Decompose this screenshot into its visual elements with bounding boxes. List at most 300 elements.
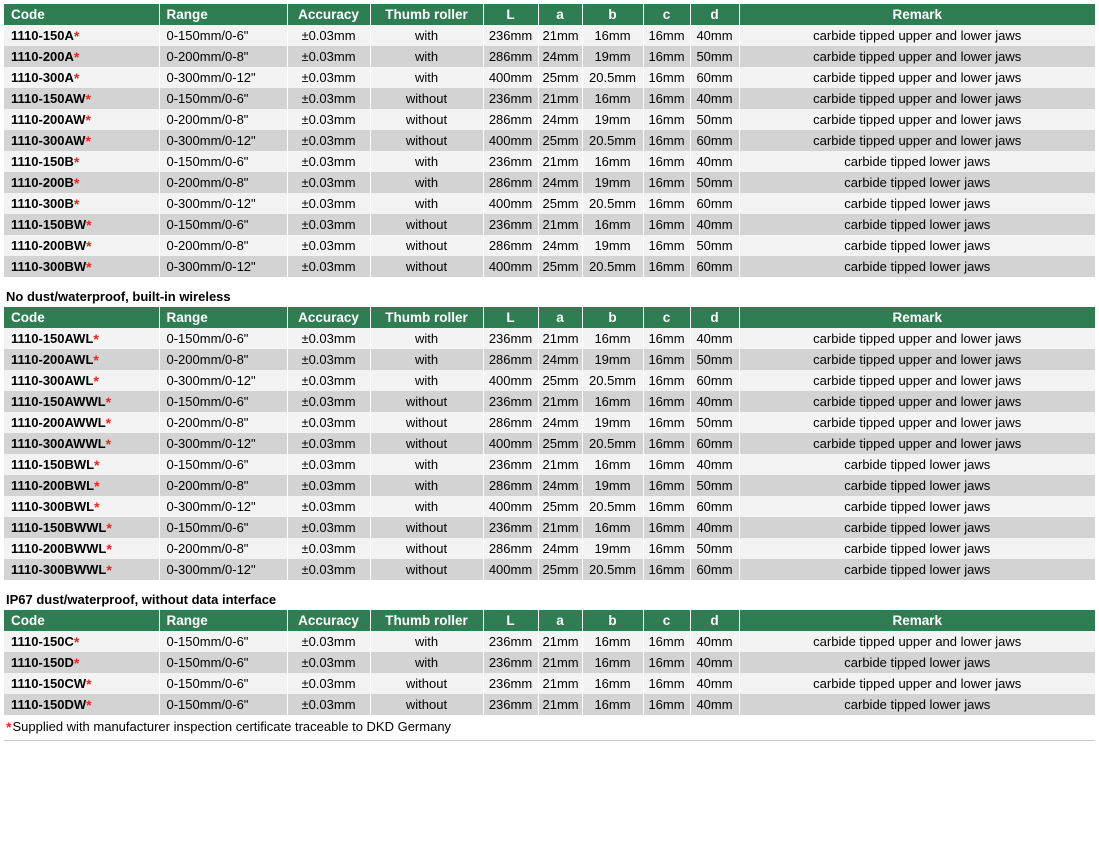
cell-d: 40mm [690, 328, 739, 349]
cell-b: 16mm [582, 88, 643, 109]
code-text: 1110-150AWWL [11, 394, 106, 409]
cell-c: 16mm [643, 559, 690, 580]
cell-accuracy: ±0.03mm [287, 235, 370, 256]
cell-a: 21mm [538, 517, 582, 538]
asterisk-icon: * [73, 154, 80, 170]
cell-code [4, 214, 159, 235]
cell-a: 21mm [538, 88, 582, 109]
cell-b: 16mm [582, 454, 643, 475]
cell-range: 0-200mm/0-8" [159, 172, 287, 193]
cell-remark: carbide tipped lower jaws [739, 517, 1095, 538]
asterisk-icon: * [73, 70, 80, 86]
code-text: 1110-150B [11, 154, 74, 169]
cell-L: 286mm [483, 412, 538, 433]
cell-accuracy: ±0.03mm [287, 25, 370, 46]
cell-accuracy: ±0.03mm [287, 172, 370, 193]
cell-c: 16mm [643, 538, 690, 559]
column-header-thumb: Thumb roller [370, 307, 483, 328]
column-header-d: d [690, 4, 739, 25]
table-row [4, 412, 1095, 433]
code-text: 1110-150D [11, 655, 74, 670]
table-header-row [4, 610, 1095, 631]
cell-d: 50mm [690, 412, 739, 433]
column-header-accuracy: Accuracy [287, 307, 370, 328]
cell-b: 20.5mm [582, 130, 643, 151]
cell-accuracy: ±0.03mm [287, 412, 370, 433]
cell-d: 40mm [690, 631, 739, 652]
cell-d: 40mm [690, 517, 739, 538]
cell-code [4, 496, 159, 517]
cell-a: 24mm [538, 235, 582, 256]
cell-accuracy: ±0.03mm [287, 151, 370, 172]
cell-d: 50mm [690, 349, 739, 370]
cell-thumb: with [370, 46, 483, 67]
cell-range: 0-150mm/0-6" [159, 631, 287, 652]
cell-a: 25mm [538, 130, 582, 151]
cell-d: 50mm [690, 538, 739, 559]
cell-d: 40mm [690, 454, 739, 475]
cell-code [4, 151, 159, 172]
cell-code [4, 631, 159, 652]
cell-L: 400mm [483, 559, 538, 580]
column-header-c: c [643, 307, 690, 328]
code-text: 1110-200AWWL [11, 415, 106, 430]
cell-b: 16mm [582, 391, 643, 412]
table-row [4, 256, 1095, 277]
cell-remark: carbide tipped upper and lower jaws [739, 673, 1095, 694]
code-text: 1110-300AWL [11, 373, 94, 388]
cell-code [4, 391, 159, 412]
cell-c: 16mm [643, 193, 690, 214]
cell-b: 16mm [582, 652, 643, 673]
cell-accuracy: ±0.03mm [287, 673, 370, 694]
cell-d: 50mm [690, 109, 739, 130]
cell-code [4, 67, 159, 88]
cell-d: 40mm [690, 88, 739, 109]
cell-accuracy: ±0.03mm [287, 130, 370, 151]
column-header-range: Range [159, 610, 287, 631]
cell-c: 16mm [643, 391, 690, 412]
table-row [4, 538, 1095, 559]
asterisk-icon: * [105, 415, 112, 431]
table-row [4, 88, 1095, 109]
cell-range: 0-150mm/0-6" [159, 673, 287, 694]
cell-range: 0-150mm/0-6" [159, 517, 287, 538]
asterisk-icon: * [86, 259, 92, 275]
column-header-code: Code [4, 307, 159, 328]
cell-b: 16mm [582, 214, 643, 235]
section-title: No dust/waterproof, built-in wireless [6, 289, 231, 304]
cell-range: 0-200mm/0-8" [159, 412, 287, 433]
table-row [4, 454, 1095, 475]
column-header-L: L [483, 4, 538, 25]
cell-L: 286mm [483, 172, 538, 193]
cell-L: 236mm [483, 391, 538, 412]
column-header-code: Code [4, 4, 159, 25]
asterisk-icon: * [86, 238, 92, 254]
cell-thumb: with [370, 652, 483, 673]
cell-code [4, 172, 159, 193]
cell-a: 24mm [538, 172, 582, 193]
cell-d: 40mm [690, 25, 739, 46]
cell-thumb: with [370, 328, 483, 349]
cell-thumb: without [370, 235, 483, 256]
cell-accuracy: ±0.03mm [287, 256, 370, 277]
cell-L: 236mm [483, 25, 538, 46]
cell-c: 16mm [643, 109, 690, 130]
cell-c: 16mm [643, 496, 690, 517]
table-row [4, 328, 1095, 349]
cell-a: 21mm [538, 652, 582, 673]
cell-remark: carbide tipped lower jaws [739, 193, 1095, 214]
cell-L: 236mm [483, 517, 538, 538]
code-text: 1110-150A [11, 28, 74, 43]
code-text: 1110-200A [11, 49, 74, 64]
cell-accuracy: ±0.03mm [287, 652, 370, 673]
cell-code [4, 652, 159, 673]
cell-L: 236mm [483, 151, 538, 172]
cell-range: 0-200mm/0-8" [159, 109, 287, 130]
section-title: IP67 dust/waterproof, without data interface [6, 592, 277, 607]
cell-a: 25mm [538, 193, 582, 214]
cell-code [4, 25, 159, 46]
cell-L: 236mm [483, 454, 538, 475]
asterisk-icon: * [106, 520, 112, 536]
cell-range: 0-150mm/0-6" [159, 151, 287, 172]
asterisk-icon: * [93, 331, 99, 347]
code-text: 1110-200BWL [11, 478, 95, 493]
footnote [4, 715, 1095, 735]
cell-thumb: with [370, 349, 483, 370]
table-row [4, 25, 1095, 46]
code-text: 1110-150C [11, 634, 74, 649]
table-row [4, 433, 1095, 454]
cell-accuracy: ±0.03mm [287, 67, 370, 88]
cell-thumb: without [370, 109, 483, 130]
column-header-remark: Remark [739, 610, 1095, 631]
cell-d: 40mm [690, 673, 739, 694]
cell-d: 50mm [690, 475, 739, 496]
cell-remark: carbide tipped upper and lower jaws [739, 328, 1095, 349]
cell-thumb: with [370, 370, 483, 391]
cell-a: 24mm [538, 412, 582, 433]
cell-thumb: without [370, 694, 483, 715]
cell-b: 20.5mm [582, 67, 643, 88]
cell-c: 16mm [643, 631, 690, 652]
cell-d: 60mm [690, 193, 739, 214]
cell-remark: carbide tipped upper and lower jaws [739, 433, 1095, 454]
cell-b: 16mm [582, 517, 643, 538]
cell-c: 16mm [643, 235, 690, 256]
cell-a: 25mm [538, 433, 582, 454]
cell-accuracy: ±0.03mm [287, 109, 370, 130]
column-header-c: c [643, 4, 690, 25]
table-row [4, 631, 1095, 652]
cell-thumb: without [370, 88, 483, 109]
code-text: 1110-300AWWL [11, 436, 106, 451]
cell-c: 16mm [643, 454, 690, 475]
asterisk-icon: * [105, 436, 112, 452]
table-row [4, 130, 1095, 151]
cell-L: 236mm [483, 694, 538, 715]
cell-L: 286mm [483, 475, 538, 496]
cell-a: 25mm [538, 496, 582, 517]
cell-d: 50mm [690, 235, 739, 256]
cell-accuracy: ±0.03mm [287, 454, 370, 475]
cell-b: 20.5mm [582, 559, 643, 580]
asterisk-icon: * [85, 91, 91, 107]
cell-remark: carbide tipped upper and lower jaws [739, 130, 1095, 151]
cell-range: 0-150mm/0-6" [159, 214, 287, 235]
cell-accuracy: ±0.03mm [287, 46, 370, 67]
cell-b: 20.5mm [582, 193, 643, 214]
tables-container [4, 4, 1095, 715]
cell-a: 21mm [538, 25, 582, 46]
cell-a: 21mm [538, 673, 582, 694]
cell-d: 50mm [690, 172, 739, 193]
cell-L: 400mm [483, 256, 538, 277]
cell-c: 16mm [643, 67, 690, 88]
column-header-d: d [690, 610, 739, 631]
cell-c: 16mm [643, 517, 690, 538]
cell-code [4, 256, 159, 277]
cell-remark: carbide tipped lower jaws [739, 214, 1095, 235]
cell-code [4, 46, 159, 67]
code-text: 1110-150BWWL [11, 520, 107, 535]
cell-code [4, 109, 159, 130]
table-row [4, 496, 1095, 517]
column-header-thumb: Thumb roller [370, 610, 483, 631]
cell-a: 21mm [538, 214, 582, 235]
column-header-thumb: Thumb roller [370, 4, 483, 25]
cell-d: 60mm [690, 559, 739, 580]
cell-range: 0-150mm/0-6" [159, 328, 287, 349]
cell-d: 50mm [690, 46, 739, 67]
cell-remark: carbide tipped upper and lower jaws [739, 25, 1095, 46]
cell-a: 24mm [538, 46, 582, 67]
code-text: 1110-150BW [11, 217, 87, 232]
code-text: 1110-300A [11, 70, 74, 85]
cell-d: 60mm [690, 256, 739, 277]
cell-b: 20.5mm [582, 496, 643, 517]
cell-remark: carbide tipped upper and lower jaws [739, 349, 1095, 370]
code-text: 1110-300B [11, 196, 74, 211]
cell-d: 40mm [690, 391, 739, 412]
cell-L: 286mm [483, 46, 538, 67]
code-text: 1110-200AWL [11, 352, 94, 367]
cell-b: 16mm [582, 25, 643, 46]
cell-thumb: with [370, 151, 483, 172]
cell-L: 400mm [483, 67, 538, 88]
column-header-c: c [643, 610, 690, 631]
column-header-b: b [582, 307, 643, 328]
cell-a: 25mm [538, 559, 582, 580]
table-row [4, 652, 1095, 673]
cell-c: 16mm [643, 370, 690, 391]
cell-range: 0-200mm/0-8" [159, 349, 287, 370]
cell-thumb: with [370, 475, 483, 496]
cell-L: 400mm [483, 496, 538, 517]
cell-a: 24mm [538, 109, 582, 130]
cell-accuracy: ±0.03mm [287, 391, 370, 412]
cell-thumb: with [370, 172, 483, 193]
column-header-b: b [582, 610, 643, 631]
asterisk-icon: * [86, 217, 92, 233]
cell-remark: carbide tipped lower jaws [739, 256, 1095, 277]
cell-L: 286mm [483, 349, 538, 370]
cell-remark: carbide tipped upper and lower jaws [739, 109, 1095, 130]
cell-code [4, 235, 159, 256]
table-row [4, 214, 1095, 235]
asterisk-icon: * [73, 196, 80, 212]
cell-accuracy: ±0.03mm [287, 214, 370, 235]
column-header-range: Range [159, 4, 287, 25]
code-text: 1110-200BWWL [11, 541, 107, 556]
cell-accuracy: ±0.03mm [287, 631, 370, 652]
cell-remark: carbide tipped upper and lower jaws [739, 370, 1095, 391]
cell-a: 21mm [538, 328, 582, 349]
cell-d: 60mm [690, 130, 739, 151]
cell-code [4, 349, 159, 370]
cell-thumb: with [370, 496, 483, 517]
cell-range: 0-200mm/0-8" [159, 475, 287, 496]
cell-b: 20.5mm [582, 256, 643, 277]
code-text: 1110-150AWL [11, 331, 94, 346]
table-header-row [4, 4, 1095, 25]
asterisk-icon: * [73, 49, 80, 65]
cell-range: 0-300mm/0-12" [159, 433, 287, 454]
cell-b: 16mm [582, 694, 643, 715]
cell-range: 0-300mm/0-12" [159, 193, 287, 214]
cell-range: 0-150mm/0-6" [159, 25, 287, 46]
footnote-text: Supplied with manufacturer inspection certificate traceable to DKD Germany [12, 719, 452, 734]
cell-L: 400mm [483, 193, 538, 214]
cell-thumb: without [370, 673, 483, 694]
cell-remark: carbide tipped lower jaws [739, 475, 1095, 496]
column-header-a: a [538, 307, 582, 328]
footer-divider [4, 740, 1095, 741]
column-header-code: Code [4, 610, 159, 631]
code-text: 1110-300BW [11, 259, 87, 274]
table-row [4, 109, 1095, 130]
code-text: 1110-150AW [11, 91, 86, 106]
cell-L: 236mm [483, 673, 538, 694]
cell-range: 0-200mm/0-8" [159, 538, 287, 559]
cell-code [4, 412, 159, 433]
column-header-accuracy: Accuracy [287, 610, 370, 631]
asterisk-icon: * [73, 634, 80, 650]
table-row [4, 475, 1095, 496]
column-header-accuracy: Accuracy [287, 4, 370, 25]
column-header-remark: Remark [739, 307, 1095, 328]
asterisk-icon: * [94, 478, 100, 494]
asterisk-icon: * [94, 499, 100, 515]
cell-accuracy: ±0.03mm [287, 694, 370, 715]
cell-code [4, 673, 159, 694]
cell-c: 16mm [643, 88, 690, 109]
cell-range: 0-150mm/0-6" [159, 88, 287, 109]
cell-thumb: without [370, 256, 483, 277]
cell-c: 16mm [643, 694, 690, 715]
cell-thumb: without [370, 538, 483, 559]
cell-code [4, 328, 159, 349]
code-text: 1110-300AW [11, 133, 86, 148]
cell-thumb: without [370, 130, 483, 151]
cell-L: 400mm [483, 433, 538, 454]
table-row [4, 349, 1095, 370]
code-text: 1110-200AW [11, 112, 86, 127]
table-row [4, 517, 1095, 538]
cell-b: 19mm [582, 109, 643, 130]
cell-d: 40mm [690, 652, 739, 673]
asterisk-icon: * [6, 719, 12, 735]
cell-c: 16mm [643, 172, 690, 193]
cell-accuracy: ±0.03mm [287, 538, 370, 559]
cell-b: 19mm [582, 235, 643, 256]
cell-accuracy: ±0.03mm [287, 433, 370, 454]
cell-range: 0-200mm/0-8" [159, 46, 287, 67]
cell-code [4, 517, 159, 538]
cell-remark: carbide tipped lower jaws [739, 559, 1095, 580]
cell-remark: carbide tipped upper and lower jaws [739, 88, 1095, 109]
cell-remark: carbide tipped lower jaws [739, 652, 1095, 673]
cell-range: 0-300mm/0-12" [159, 370, 287, 391]
cell-L: 236mm [483, 631, 538, 652]
cell-c: 16mm [643, 475, 690, 496]
cell-thumb: with [370, 454, 483, 475]
cell-d: 60mm [690, 433, 739, 454]
cell-remark: carbide tipped upper and lower jaws [739, 631, 1095, 652]
cell-range: 0-150mm/0-6" [159, 694, 287, 715]
cell-remark: carbide tipped upper and lower jaws [739, 46, 1095, 67]
cell-a: 24mm [538, 538, 582, 559]
table-row [4, 559, 1095, 580]
cell-code [4, 370, 159, 391]
asterisk-icon: * [105, 394, 112, 410]
asterisk-icon: * [85, 133, 91, 149]
cell-L: 236mm [483, 214, 538, 235]
cell-thumb: with [370, 193, 483, 214]
cell-remark: carbide tipped lower jaws [739, 454, 1095, 475]
cell-accuracy: ±0.03mm [287, 328, 370, 349]
table-row [4, 67, 1095, 88]
table-row [4, 46, 1095, 67]
cell-remark: carbide tipped upper and lower jaws [739, 67, 1095, 88]
cell-accuracy: ±0.03mm [287, 349, 370, 370]
code-text: 1110-150CW [11, 676, 87, 691]
table-row [4, 235, 1095, 256]
cell-L: 236mm [483, 328, 538, 349]
cell-range: 0-150mm/0-6" [159, 652, 287, 673]
cell-d: 60mm [690, 370, 739, 391]
cell-thumb: without [370, 214, 483, 235]
cell-L: 400mm [483, 370, 538, 391]
cell-c: 16mm [643, 328, 690, 349]
cell-accuracy: ±0.03mm [287, 475, 370, 496]
cell-code [4, 130, 159, 151]
cell-b: 16mm [582, 631, 643, 652]
cell-thumb: without [370, 433, 483, 454]
asterisk-icon: * [73, 175, 80, 191]
cell-b: 19mm [582, 46, 643, 67]
cell-range: 0-150mm/0-6" [159, 391, 287, 412]
cell-range: 0-300mm/0-12" [159, 130, 287, 151]
cell-L: 286mm [483, 538, 538, 559]
column-header-remark: Remark [739, 4, 1095, 25]
cell-code [4, 88, 159, 109]
cell-b: 19mm [582, 475, 643, 496]
cell-a: 25mm [538, 370, 582, 391]
